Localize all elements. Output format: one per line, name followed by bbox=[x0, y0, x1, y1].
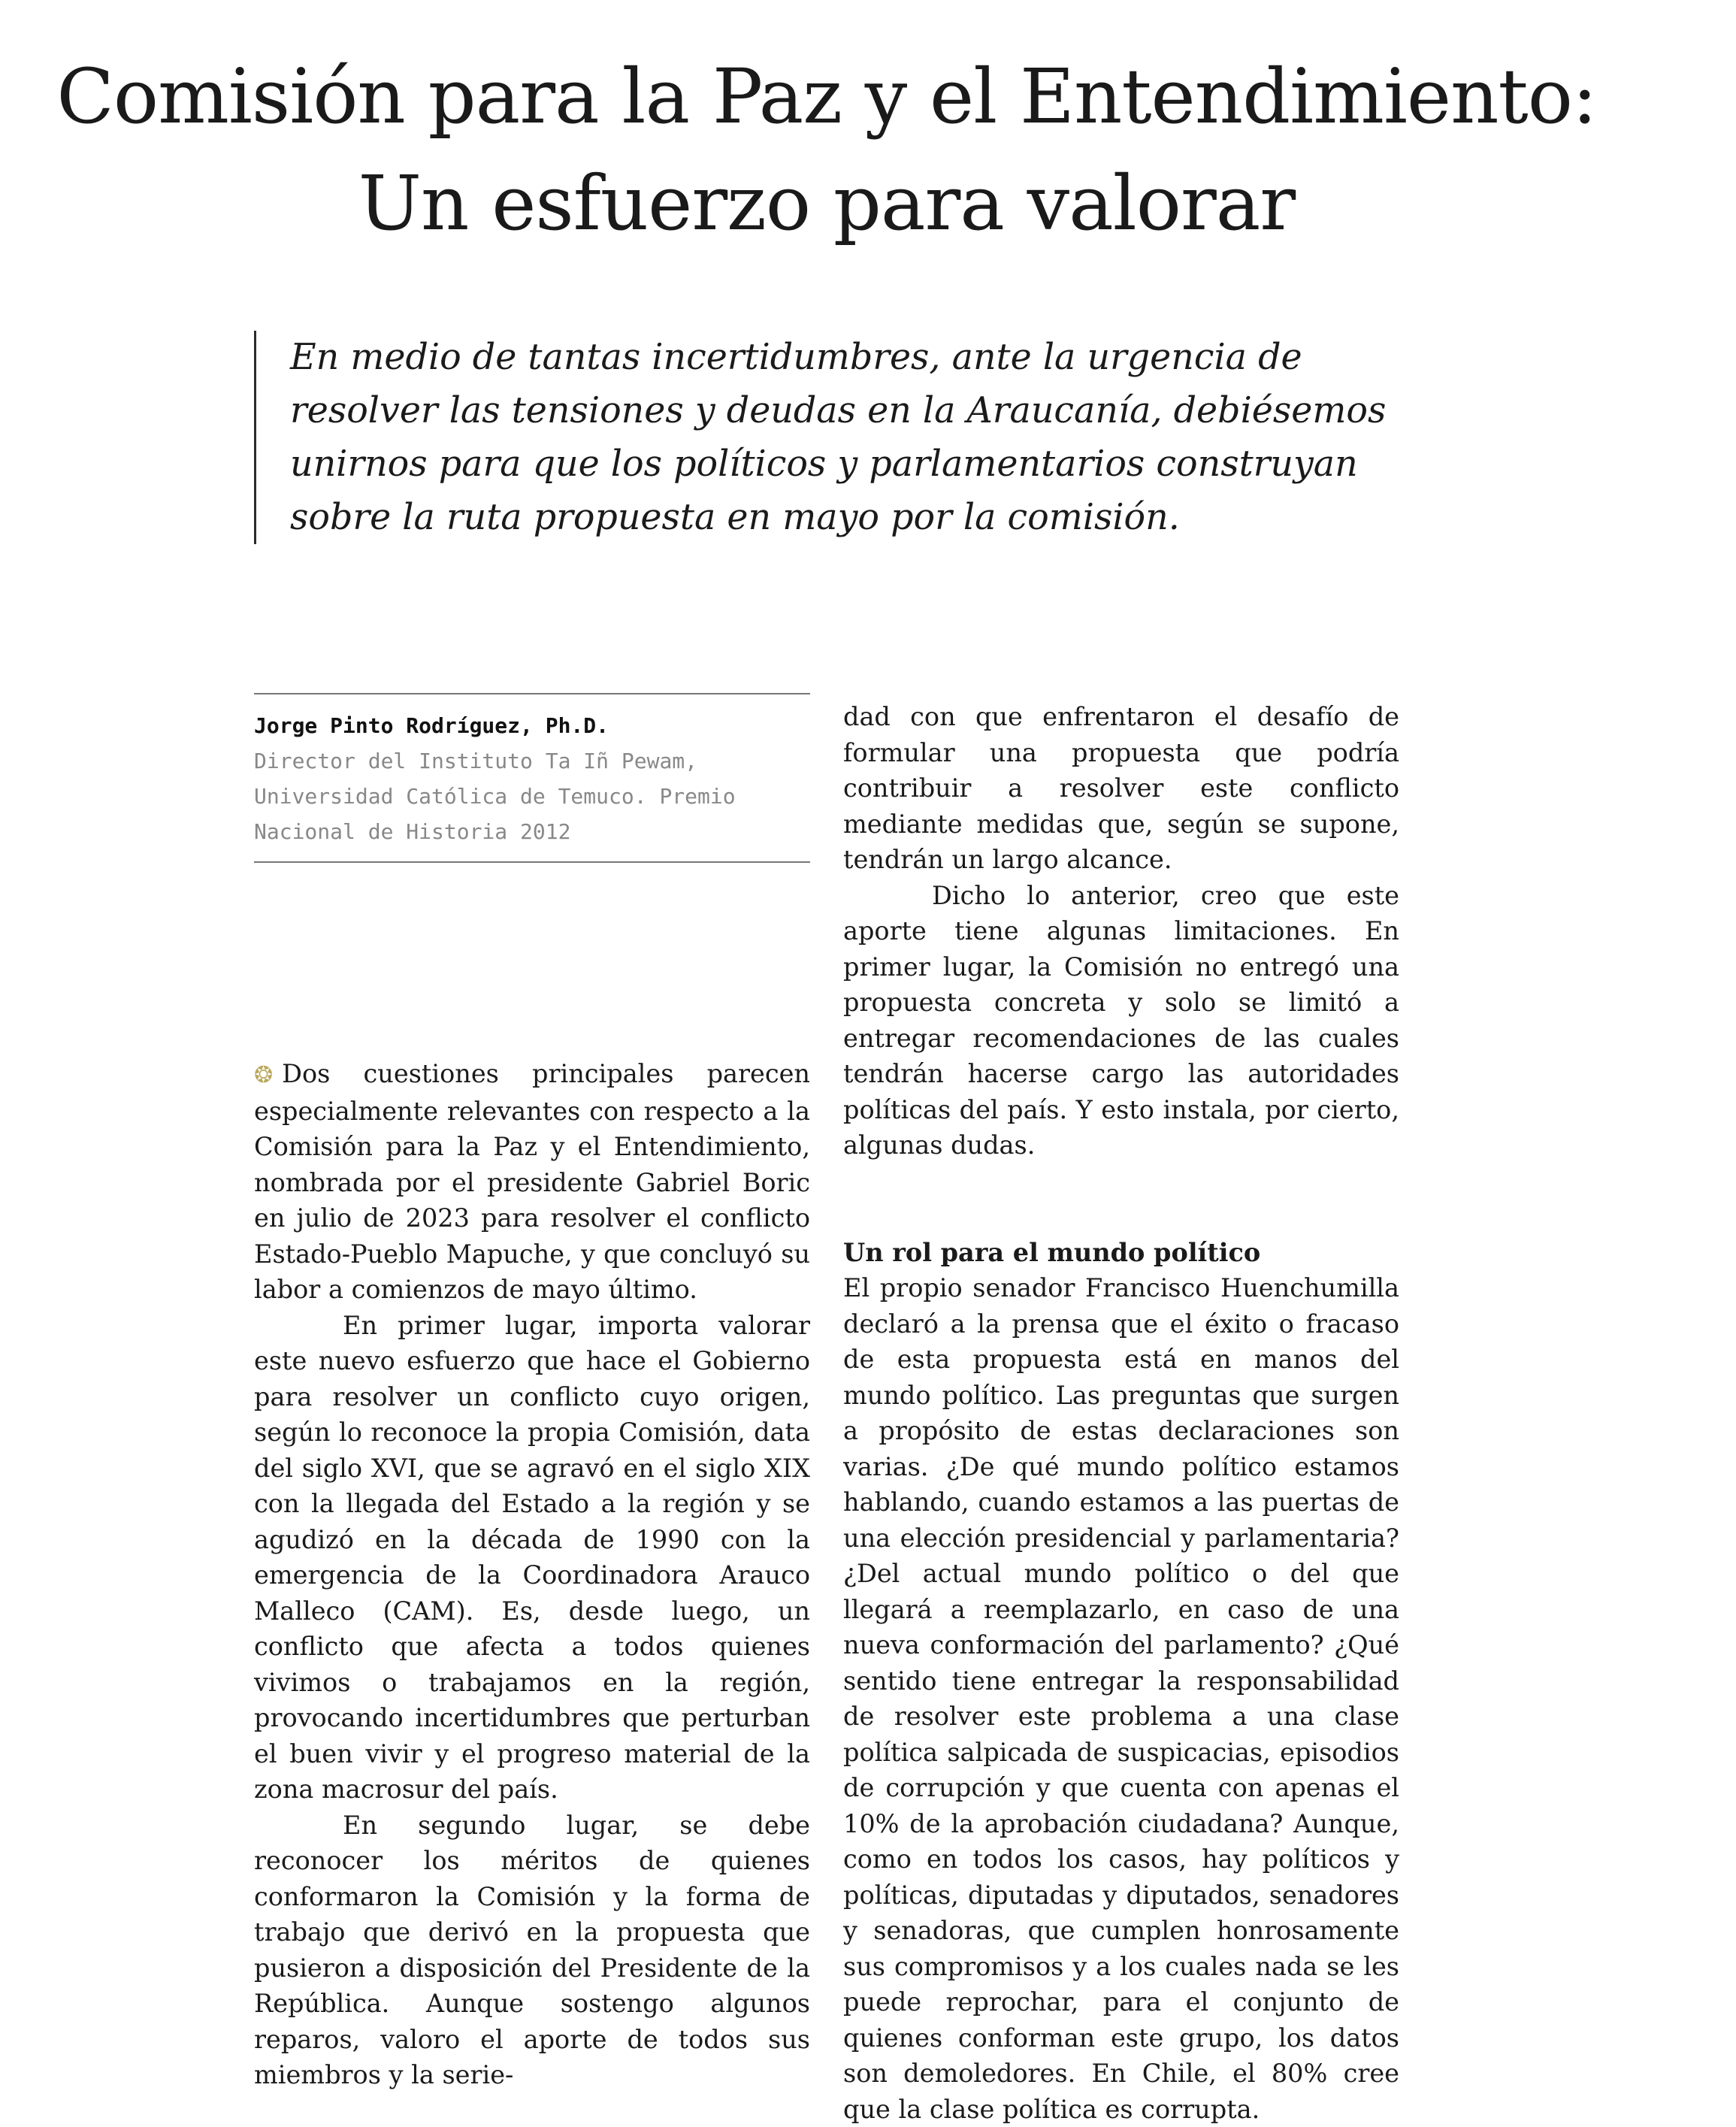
paragraph-2: En primer lugar, importa valorar este nuevo esfuerzo que hace el Gobierno para resolver un conflicto cuyo origen, según lo reconoce la propia Comisión, data del siglo XVI, que se agravó en el siglo XIX con la llegada del Estado a la región y se agudizó en la década de 1990 con la emergencia de la Coordinadora Arauco Malleco (CAM). Es, desde luego, un conflicto que afecta a todos quienes vivimos o trabajamos en la región, provocando incertidumbres que perturban el buen vivir y el progreso material de la zona macrosur del país. bbox=[254, 1310, 810, 1804]
paragraph-3-continued: dad con que enfrentaron el desafío de formular una propuesta que podría contribuir a resolver este conflicto mediante medidas que, según se supone, tendrán un largo alcance. bbox=[843, 702, 1399, 874]
body-column-left bbox=[254, 1056, 810, 2093]
ornament-icon: ❂ bbox=[254, 1062, 274, 1088]
paragraph-1-text: Dos cuestiones principales parecen especialmente relevantes con respecto a la Comisión para la Paz y el Entendimiento, nombrada por el presidente Gabriel Boric en julio de 2023 para resolver el conflicto Estado-Pueblo Mapuche, y que concluyó su labor a comienzos de mayo último. bbox=[254, 1059, 810, 1304]
lede-quote bbox=[254, 331, 1447, 544]
byline bbox=[254, 693, 810, 863]
article-title bbox=[45, 44, 1608, 257]
body-column-right bbox=[843, 699, 1399, 2127]
section-spacer bbox=[843, 1163, 1399, 1235]
paragraph-5: El propio senador Francisco Huenchumilla declaró a la prensa que el éxito o fracaso de esta propuesta está en manos del mundo político. Las preguntas que surgen a propósito de estas declaraciones son varias. ¿De qué mundo político estamos hablando, cuando estamos a las puertas de una elección presidencial y parlamentaria? ¿Del actual mundo político o del que llegará a reemplazarlo, en caso de una nueva conformación del parlamento? ¿Qué sentido tiene entregar la responsabilidad de resolver este problema a una clase política salpicada de suspicacias, episodios de corrupción y que cuenta con apenas el 10% de la aprobación ciudadana? Aunque, como en todos los casos, hay políticos y políticas, diputadas y diputados, senadores y senadoras, que cumplen honrosamente sus compromisos y a los cuales nada se les puede reprochar, para el conjunto de quienes conforman este grupo, los datos son demoledores. En Chile, el 80% cree que la clase política es corrupta. bbox=[843, 1273, 1399, 2124]
author-bio: Director del Instituto Ta Iñ Pewam, Universidad Católica de Temuco. Premio Nacional de Historia 2012 bbox=[254, 749, 736, 844]
paragraph-3: En segundo lugar, se debe reconocer los méritos de quienes conformaron la Comisión y la forma de trabajo que derivó en la propuesta que pusieron a disposición del Presidente de la República. Aunque sostengo algunos reparos, valoro el aporte de todos sus miembros y la serie- bbox=[254, 1810, 810, 2089]
title-line-2: Un esfuerzo para valorar bbox=[358, 159, 1296, 247]
author-name: Jorge Pinto Rodríguez, Ph.D. bbox=[254, 713, 609, 738]
title-line-1: Comisión para la Paz y el Entendimiento: bbox=[56, 53, 1597, 141]
lede-text: En medio de tantas incertidumbres, ante la urgencia de resolver las tensiones y deudas en la Araucanía, debiésemos unirnos para que los políticos y parlamentarios construyan sobre la ruta propuesta en mayo por la comisión. bbox=[290, 337, 1387, 538]
section-subheading: Un rol para el mundo político bbox=[843, 1237, 1261, 1267]
paragraph-1 bbox=[254, 1056, 810, 1308]
paragraph-4: Dicho lo anterior, creo que este aporte tiene algunas limitaciones. En primer lugar, la Comisión no entregó una propuesta concreta y solo se limitó a entregar recomendaciones de las cuales tendrán hacerse cargo las autoridades políticas del país. Y esto instala, por cierto, algunas dudas. bbox=[843, 880, 1399, 1160]
